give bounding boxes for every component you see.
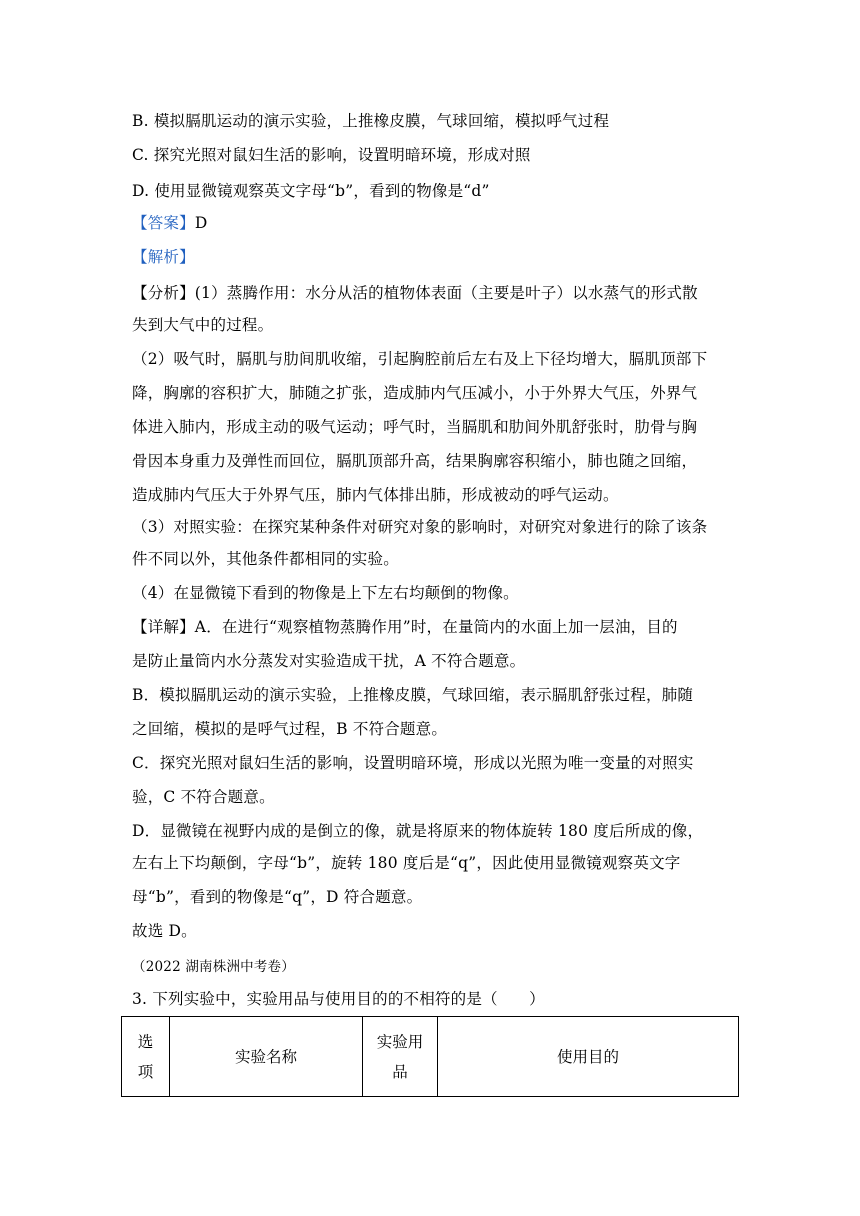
option-d-line: D. 使用显微镜观察英文字母“b”，看到的物像是“d” xyxy=(132,182,490,200)
analysis-line-2b: 降，胸廓的容积扩大，肺随之扩张，造成肺内气压减小，小于外界大气压，外界气 xyxy=(132,384,698,402)
question-line: 3. 下列实验中，实验用品与使用目的的不相符的是（ ） xyxy=(132,990,545,1008)
analysis-line-3a: （3）对照实验：在探究某种条件对研究对象的影响时，对研究对象进行的除了该条 xyxy=(132,518,708,536)
answer-value: D xyxy=(194,214,208,232)
detail-line-d1: D．显微镜在视野内成的是倒立的像，就是将原来的物体旋转 180 度后所成的像， xyxy=(132,822,704,840)
analysis-line-4: （4）在显微镜下看到的物像是上下左右均颠倒的物像。 xyxy=(132,584,519,602)
option-b-line: B. 模拟膈肌运动的演示实验，上推橡皮膜，气球回缩，模拟呼气过程 xyxy=(132,112,610,130)
detail-line-a1: 【详解】A．在进行“观察植物蒸腾作用”时，在量筒内的水面上加一层油，目的 xyxy=(132,618,678,636)
analysis-line-2e: 造成肺内气压大于外界气压，肺内气体排出肺，形成被动的呼气运动。 xyxy=(132,486,619,504)
answer-line xyxy=(132,212,207,234)
analysis-line-2a: （2）吸气时，膈肌与肋间肌收缩，引起胸腔前后左右及上下径均增大，膈肌顶部下 xyxy=(132,350,708,368)
conclusion-line: 故选 D。 xyxy=(132,922,197,940)
table-header-row xyxy=(122,1017,739,1097)
analysis-line-2d: 骨因本身重力及弹性而回位，膈肌顶部升高，结果胸廓容积缩小，肺也随之回缩， xyxy=(132,452,698,470)
options-table xyxy=(121,1016,739,1097)
analysis-tag: 【解析】 xyxy=(132,248,195,266)
analysis-line-1a: 【分析】(1）蒸腾作用：水分从活的植物体表面（主要是叶子）以水蒸气的形式散 xyxy=(132,284,698,302)
header-experiment-name: 实验名称 xyxy=(170,1017,363,1097)
detail-line-d2: 左右上下均颠倒，字母“b”，旋转 180 度后是“q”，因此使用显微镜观察英文字 xyxy=(132,854,681,872)
header-purpose: 使用目的 xyxy=(438,1017,739,1097)
header-option: 选项 xyxy=(122,1017,170,1097)
detail-line-a2: 是防止量筒内水分蒸发对实验造成干扰，A 不符合题意。 xyxy=(132,652,526,670)
header-materials: 实验用品 xyxy=(363,1017,438,1097)
detail-line-c1: C．探究光照对鼠妇生活的影响，设置明暗环境，形成以光照为唯一变量的对照实 xyxy=(132,754,694,772)
source-line: （2022 湖南株洲中考卷） xyxy=(132,959,295,975)
answer-tag: 【答案】 xyxy=(132,214,195,232)
analysis-line-3b: 件不同以外，其他条件都相同的实验。 xyxy=(132,550,399,568)
detail-line-d3: 母“b”，看到的物像是“q”，D 符合题意。 xyxy=(132,888,423,906)
detail-line-b2: 之回缩，模拟的是呼气过程，B 不符合题意。 xyxy=(132,720,448,738)
detail-line-b1: B．模拟膈肌运动的演示实验，上推橡皮膜，气球回缩，表示膈肌舒张过程，肺随 xyxy=(132,686,694,704)
option-c-line: C. 探究光照对鼠妇生活的影响，设置明暗环境，形成对照 xyxy=(132,146,531,164)
analysis-line-1b: 失到大气中的过程。 xyxy=(132,316,274,334)
analysis-line-2c: 体进入肺内，形成主动的吸气运动；呼气时，当膈肌和肋间外肌舒张时，肋骨与胸 xyxy=(132,418,698,436)
detail-line-c2: 验，C 不符合题意。 xyxy=(132,788,275,806)
